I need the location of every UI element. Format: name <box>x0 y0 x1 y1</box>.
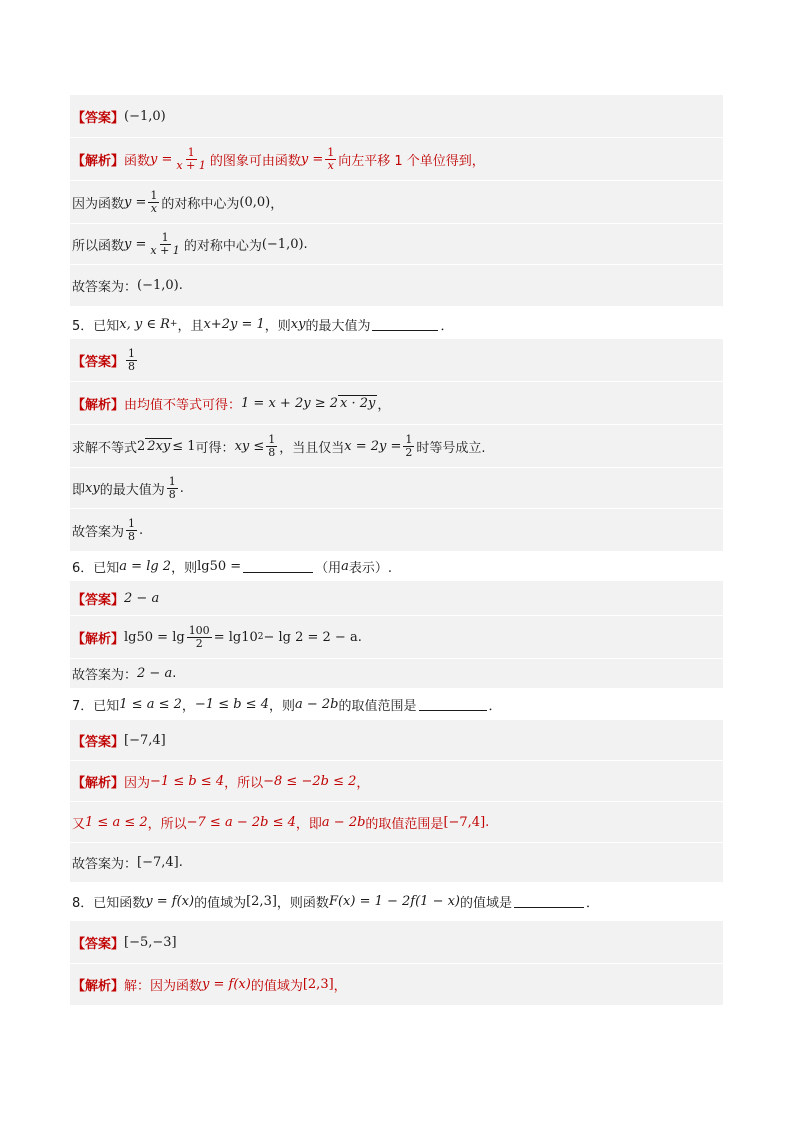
answer-blank <box>419 698 487 711</box>
answer-blank <box>372 318 438 331</box>
analysis-tag: 【解析】 <box>72 153 125 169</box>
q8-question: 8．已知函数 y = f(x) 的值域为 [2,3] ，则函数 F(x) = 1 − 2f(1 − x) 的值域是 ． <box>72 893 600 911</box>
q7-question: 7．已知 1 ≤ a ≤ 2 ， −1 ≤ b ≤ 4 ，则 a − 2b 的取值范围是 ． <box>72 696 502 714</box>
q6-analysis-line: 【解析】 lg50 = lg $\frac{100}{2}$ = lg10 2 − lg 2 = 2 − a . <box>72 623 362 650</box>
q5-question: 5．已知 x, y ∈ R + ，且 x+2y = 1 ，则 xy 的最大值为 ． <box>72 316 454 334</box>
q6-conclusion: 故答案为： 2 − a . <box>72 666 177 683</box>
sqrt-radicand: 2xy <box>147 439 171 454</box>
answer-blank <box>243 560 313 573</box>
fraction: $\frac{100}{2}$ <box>188 623 210 650</box>
fraction: $\frac{1}{x}$ <box>150 188 158 215</box>
p4-analysis-line-3: 所以函数 y = $\frac{1}{x + 1}$ 的对称中心为 (−1,0) . <box>72 230 308 257</box>
fraction: $\frac{1}{8}$ <box>128 346 136 373</box>
q7-analysis-line-2: 又 1 ≤ a ≤ 2 ，所以 −7 ≤ a − 2b ≤ 4 ，即 a − 2b 的取值范围是 [−7,4] . <box>72 814 490 832</box>
q7-conclusion: 故答案为： [−7,4] . <box>72 855 183 872</box>
fraction: $\frac{1}{x + 1}$ <box>176 145 206 172</box>
p4-analysis-line-1: 【解析】 函数 y = $\frac{1}{x + 1}$ 的图象可由函数 y = $\frac{1}{x}$ 向左平移 1 个单位得到， <box>72 145 485 172</box>
q5-analysis-line-3: 即 xy 的最大值为 $\frac{1}{8}$ . <box>72 474 184 501</box>
q7-answer-line: 【答案】 [−7,4] <box>72 732 166 750</box>
q5-solution-block <box>70 339 723 551</box>
p4-conclusion: 故答案为： (−1,0) . <box>72 278 183 295</box>
p4-answer-value: (−1,0) <box>124 108 166 124</box>
q6-answer-line: 【答案】 2 − a <box>72 590 160 608</box>
answer-blank <box>514 895 584 908</box>
q5-analysis-line-1: 【解析】 由均值不等式可得： 1 = x + 2y ≥ 2 x · 2y ， <box>72 395 391 413</box>
p4-answer-line <box>70 95 723 137</box>
q8-analysis-line-1: 【解析】 解：因为函数 y = f(x) 的值域为 [2,3] ， <box>72 977 347 994</box>
q5-answer-line: 【答案】 $\frac{1}{8}$ <box>72 346 136 373</box>
fraction: $\frac{1}{2}$ <box>405 432 413 459</box>
answer-tag: 【答案】 <box>72 110 125 126</box>
q7-solution-block <box>70 720 723 882</box>
fraction: $\frac{1}{x + 1}$ <box>150 230 180 257</box>
q5-conclusion: 故答案为 $\frac{1}{8}$ . <box>72 516 144 543</box>
q7-analysis-line-1: 【解析】 因为 −1 ≤ b ≤ 4 ，所以 −8 ≤ −2b ≤ 2 ， <box>72 773 370 791</box>
fraction: $\frac{1}{8}$ <box>268 432 276 459</box>
q6-solution-block <box>70 581 723 688</box>
fraction: $\frac{1}{8}$ <box>128 516 136 543</box>
q6-question: 6．已知 a = lg 2 ，则 lg50 = （用 a 表示）. <box>72 558 393 576</box>
sqrt-radicand: x · 2y <box>340 396 376 411</box>
q8-answer-line: 【答案】 [−5,−3] <box>72 934 177 952</box>
p4-analysis-line-2: 因为函数 y = $\frac{1}{x}$ 的对称中心为 (0,0) ， <box>72 188 284 215</box>
fraction: $\frac{1}{x}$ <box>327 145 335 172</box>
fraction: $\frac{1}{8}$ <box>168 474 176 501</box>
q5-analysis-line-2: 求解不等式 2 2xy ≤ 1 可得： xy ≤ $\frac{1}{8}$ ，当且仅当 x = 2y = $\frac{1}{2}$ 时等号成立. <box>72 432 486 459</box>
q8-solution-block <box>70 921 723 1005</box>
p4-solution-block <box>70 95 723 306</box>
